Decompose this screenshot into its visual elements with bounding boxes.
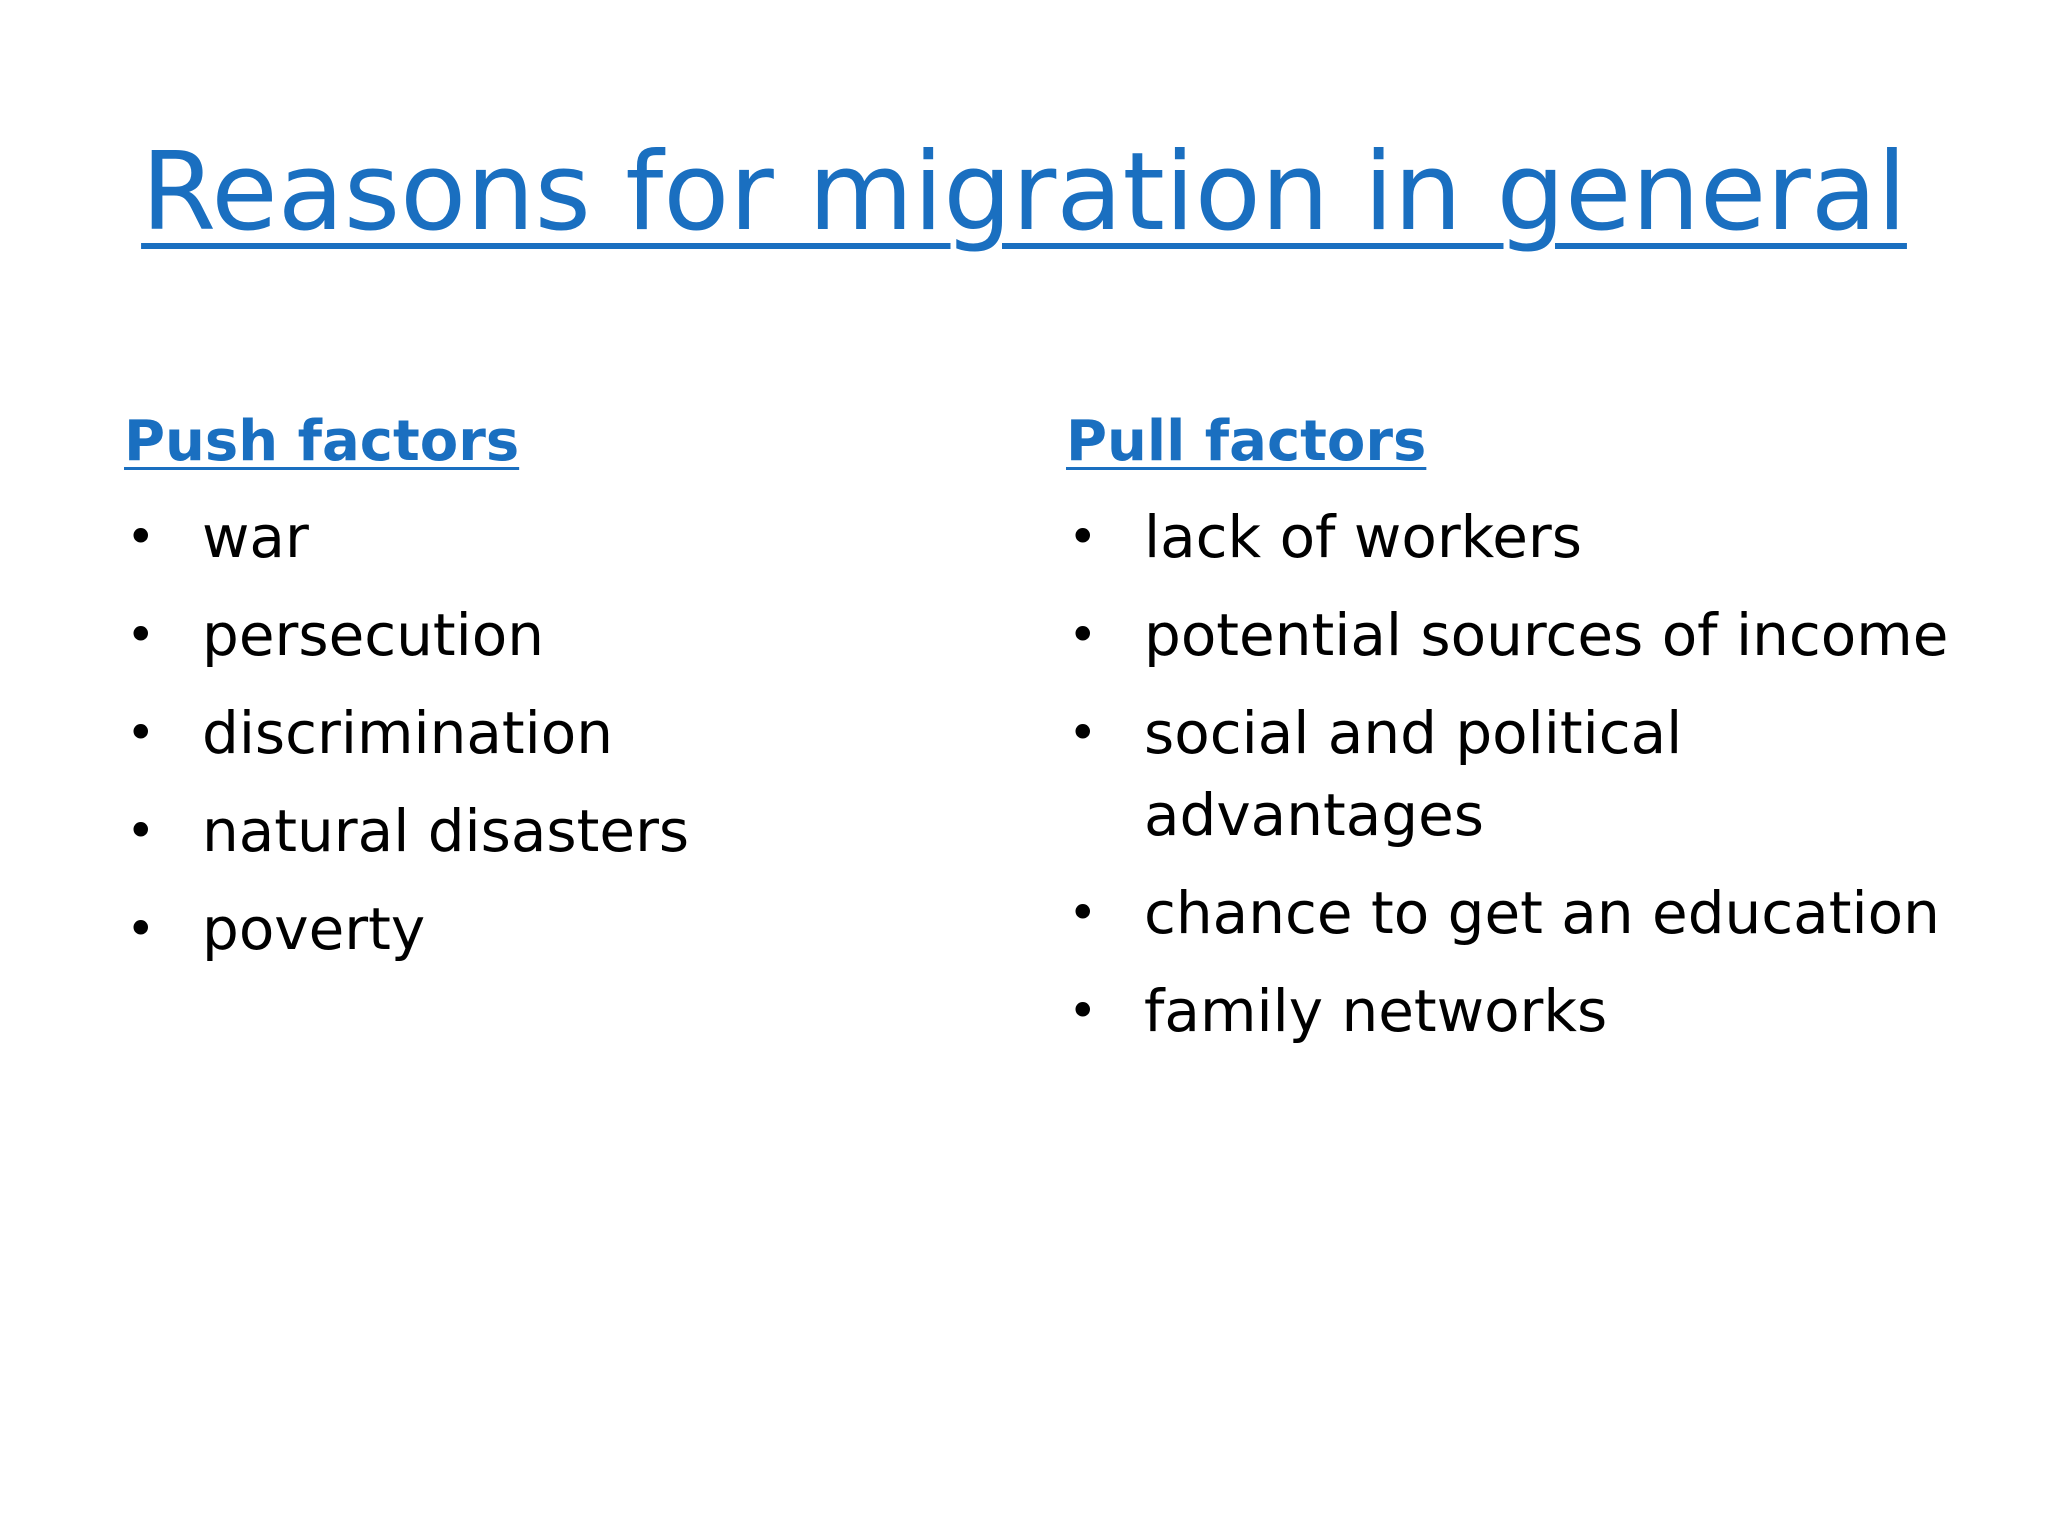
slide-title: Reasons for migration in general bbox=[141, 130, 1907, 255]
bullet-icon: • bbox=[126, 802, 156, 860]
list-item bbox=[124, 594, 1024, 676]
bullet-icon: • bbox=[126, 704, 156, 762]
list-item bbox=[1066, 970, 2006, 1052]
list-item-label: family networks bbox=[1144, 977, 1608, 1045]
list-item-label: chance to get an education bbox=[1144, 879, 1940, 947]
list-item-label: persecution bbox=[202, 601, 544, 669]
pull-factors-column bbox=[1066, 408, 2006, 1068]
list-item-label: lack of workers bbox=[1144, 503, 1582, 571]
list-item bbox=[124, 888, 1024, 970]
bullet-icon: • bbox=[126, 508, 156, 566]
pull-factors-heading: Pull factors bbox=[1066, 409, 1427, 474]
list-item bbox=[124, 692, 1024, 774]
bullet-icon: • bbox=[1068, 508, 1098, 566]
list-item bbox=[1066, 496, 2006, 578]
list-item-label: natural disasters bbox=[202, 797, 690, 865]
bullet-icon: • bbox=[126, 606, 156, 664]
list-item-label: war bbox=[202, 503, 309, 571]
list-item-label: social and political advantages bbox=[1144, 699, 1683, 849]
list-item-label: potential sources of income bbox=[1144, 601, 1949, 669]
list-item bbox=[124, 496, 1024, 578]
bullet-icon: • bbox=[1068, 704, 1098, 762]
push-factors-list bbox=[124, 496, 1024, 970]
bullet-icon: • bbox=[1068, 884, 1098, 942]
bullet-icon: • bbox=[126, 900, 156, 958]
push-factors-heading: Push factors bbox=[124, 409, 520, 474]
pull-factors-list bbox=[1066, 496, 2006, 1052]
bullet-icon: • bbox=[1068, 982, 1098, 1040]
bullet-icon: • bbox=[1068, 606, 1098, 664]
list-item-label: discrimination bbox=[202, 699, 614, 767]
push-factors-column bbox=[124, 408, 1024, 986]
list-item-label: poverty bbox=[202, 895, 426, 963]
list-item bbox=[124, 790, 1024, 872]
list-item bbox=[1066, 594, 2006, 676]
list-item bbox=[1066, 872, 2006, 954]
list-item bbox=[1066, 692, 2006, 856]
